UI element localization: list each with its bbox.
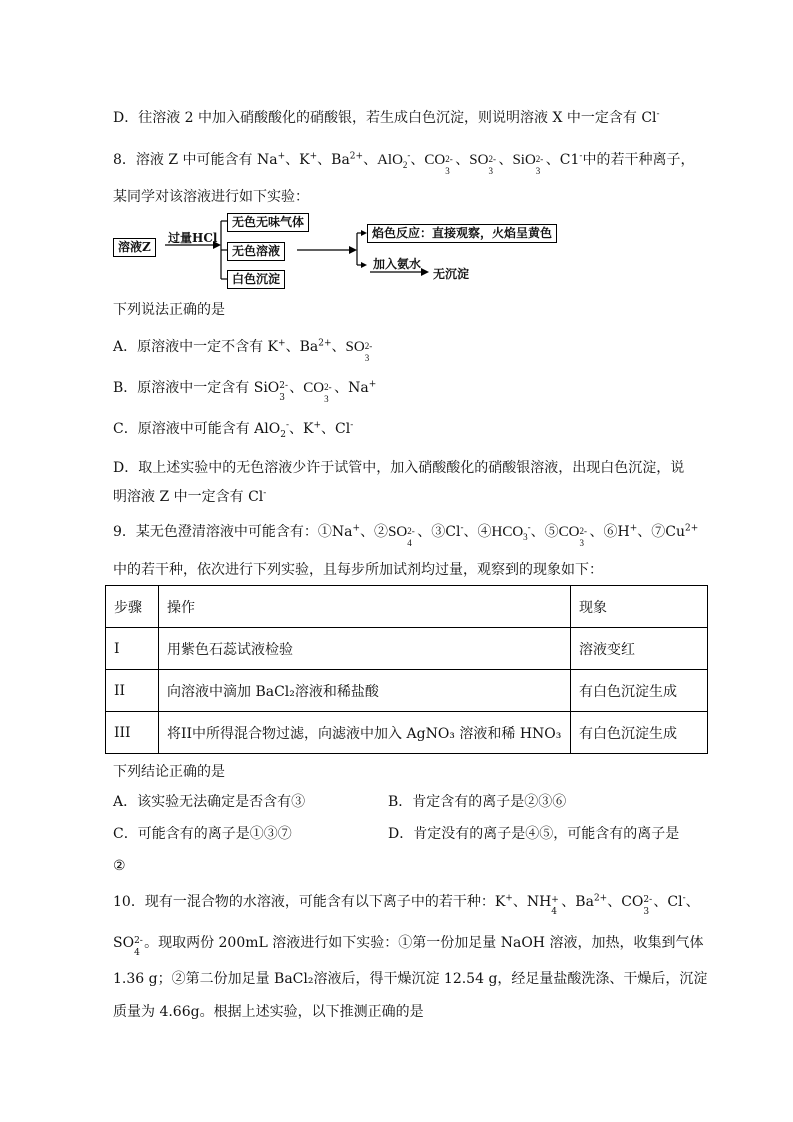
- product-gas-box: 无色无味气体: [227, 213, 309, 232]
- q9-option-c: C．可能含有的离子是①③⑦: [113, 826, 292, 842]
- operation-cell: 向溶液中滴加 BaCl₂溶液和稀盐酸: [159, 670, 571, 712]
- step-cell: III: [106, 712, 159, 754]
- q8-stem-line1: 8．溶液 Z 中可能含有 Na+、K+、$Ba^{2+}$、AlO$_2$-、CO 2- 3 、SO 2- 3 、SiO 2- 3 、C1-中的若干种离子，: [113, 150, 695, 176]
- q8-option-a: A．原溶液中一定不含有 K+、$Ba^{2+}$、SO 2- 3: [113, 338, 373, 363]
- no-precipitate-label: 无沉淀: [433, 267, 470, 281]
- step-cell: I: [106, 628, 159, 670]
- q8-stem-line2: 某同学对该溶液进行如下实验：: [113, 189, 309, 205]
- header-operation: 操作: [159, 586, 571, 628]
- operation-cell: 用紫色石蕊试液检验: [159, 628, 571, 670]
- phenomenon-cell: 有白色沉淀生成: [571, 712, 708, 754]
- phenomenon-cell: 有白色沉淀生成: [571, 670, 708, 712]
- q8-option-d-line1: D．取上述实验中的无色溶液少许于试管中，加入硝酸酸化的硝酸银溶液，出现白色沉淀，说: [113, 460, 685, 476]
- table-row: [106, 670, 708, 712]
- product-solution-box: 无色溶液: [227, 242, 285, 261]
- q8-option-c: C．原溶液中可能含有 AlO$_2$-、K+、Cl-: [113, 420, 354, 440]
- product-precipitate-box: 白色沉淀: [227, 270, 285, 289]
- q10-stem-line4: 质量为 4.66g。根据上述实验，以下推测正确的是: [113, 1004, 424, 1020]
- q8-question: 下列说法正确的是: [113, 302, 225, 318]
- q9-steps-table: [105, 585, 708, 754]
- q7-option-d: D．往溶液 2 中加入硝酸酸化的硝酸银，若生成白色沉淀，则说明溶液 X 中一定含有 Cl-: [113, 109, 660, 126]
- q8-option-b: B．原溶液中一定含有 SiO 2- 3 、CO 2- 3 、Na+: [113, 379, 377, 404]
- q9-option-a: A．该实验无法确定是否含有③: [113, 794, 306, 810]
- q8-flow-diagram: [113, 213, 563, 293]
- table-header-row: [106, 586, 708, 628]
- header-phenomenon: 现象: [571, 586, 708, 628]
- table-row: [106, 712, 708, 754]
- q9-stem-line2: 中的若干种，依次进行下列实验，且每步所加试剂均过量，观察到的现象如下：: [113, 562, 603, 578]
- header-step: 步骤: [106, 586, 159, 628]
- q10-stem-line3: 1.36 g；②第二份加足量 BaCl₂溶液后，得干燥沉淀 12.54 g，经足量盐酸洗涤、干燥后，沉淀: [113, 971, 708, 987]
- q9-question: 下列结论正确的是: [113, 764, 225, 780]
- q10-stem-line1: 10．现有一混合物的水溶液，可能含有以下离子中的若干种：K+、NH + 4 、$Ba^{2+}$、CO 2- 3 、Cl-、: [113, 893, 700, 917]
- q9-stem-line1: 9．某无色澄清溶液中可能含有：①Na+、②SO 2- 4 、③Cl-、$④HCO_3^-$、⑤CO 2- 3 、⑥H+、$⑦Cu^{2+}$: [113, 522, 699, 548]
- q9-option-d-cont: ②: [113, 858, 126, 874]
- reagent-label: 过量HCl: [168, 231, 218, 245]
- q9-option-b: B．肯定含有的离子是②③⑥: [388, 794, 567, 810]
- q10-stem-line2: SO 2- 4 。现取两份 200mL 溶液进行如下实验：①第一份加足量 NaOH 溶液，加热，收集到气体: [113, 935, 704, 958]
- q9-option-d: D．肯定没有的离子是④⑤，可能含有的离子是: [388, 826, 680, 842]
- q8-option-d-line2: 明溶液 Z 中一定含有 Cl-: [113, 488, 267, 505]
- ammonia-label: 加入氨水: [373, 257, 422, 271]
- solution-z-box: 溶液Z: [113, 238, 156, 257]
- table-row: [106, 628, 708, 670]
- phenomenon-cell: 溶液变红: [571, 628, 708, 670]
- operation-cell: 将II中所得混合物过滤，向滤液中加入 AgNO₃ 溶液和稀 HNO₃: [159, 712, 571, 754]
- flame-test-box: 焰色反应：直接观察，火焰呈黄色: [367, 224, 557, 243]
- step-cell: II: [106, 670, 159, 712]
